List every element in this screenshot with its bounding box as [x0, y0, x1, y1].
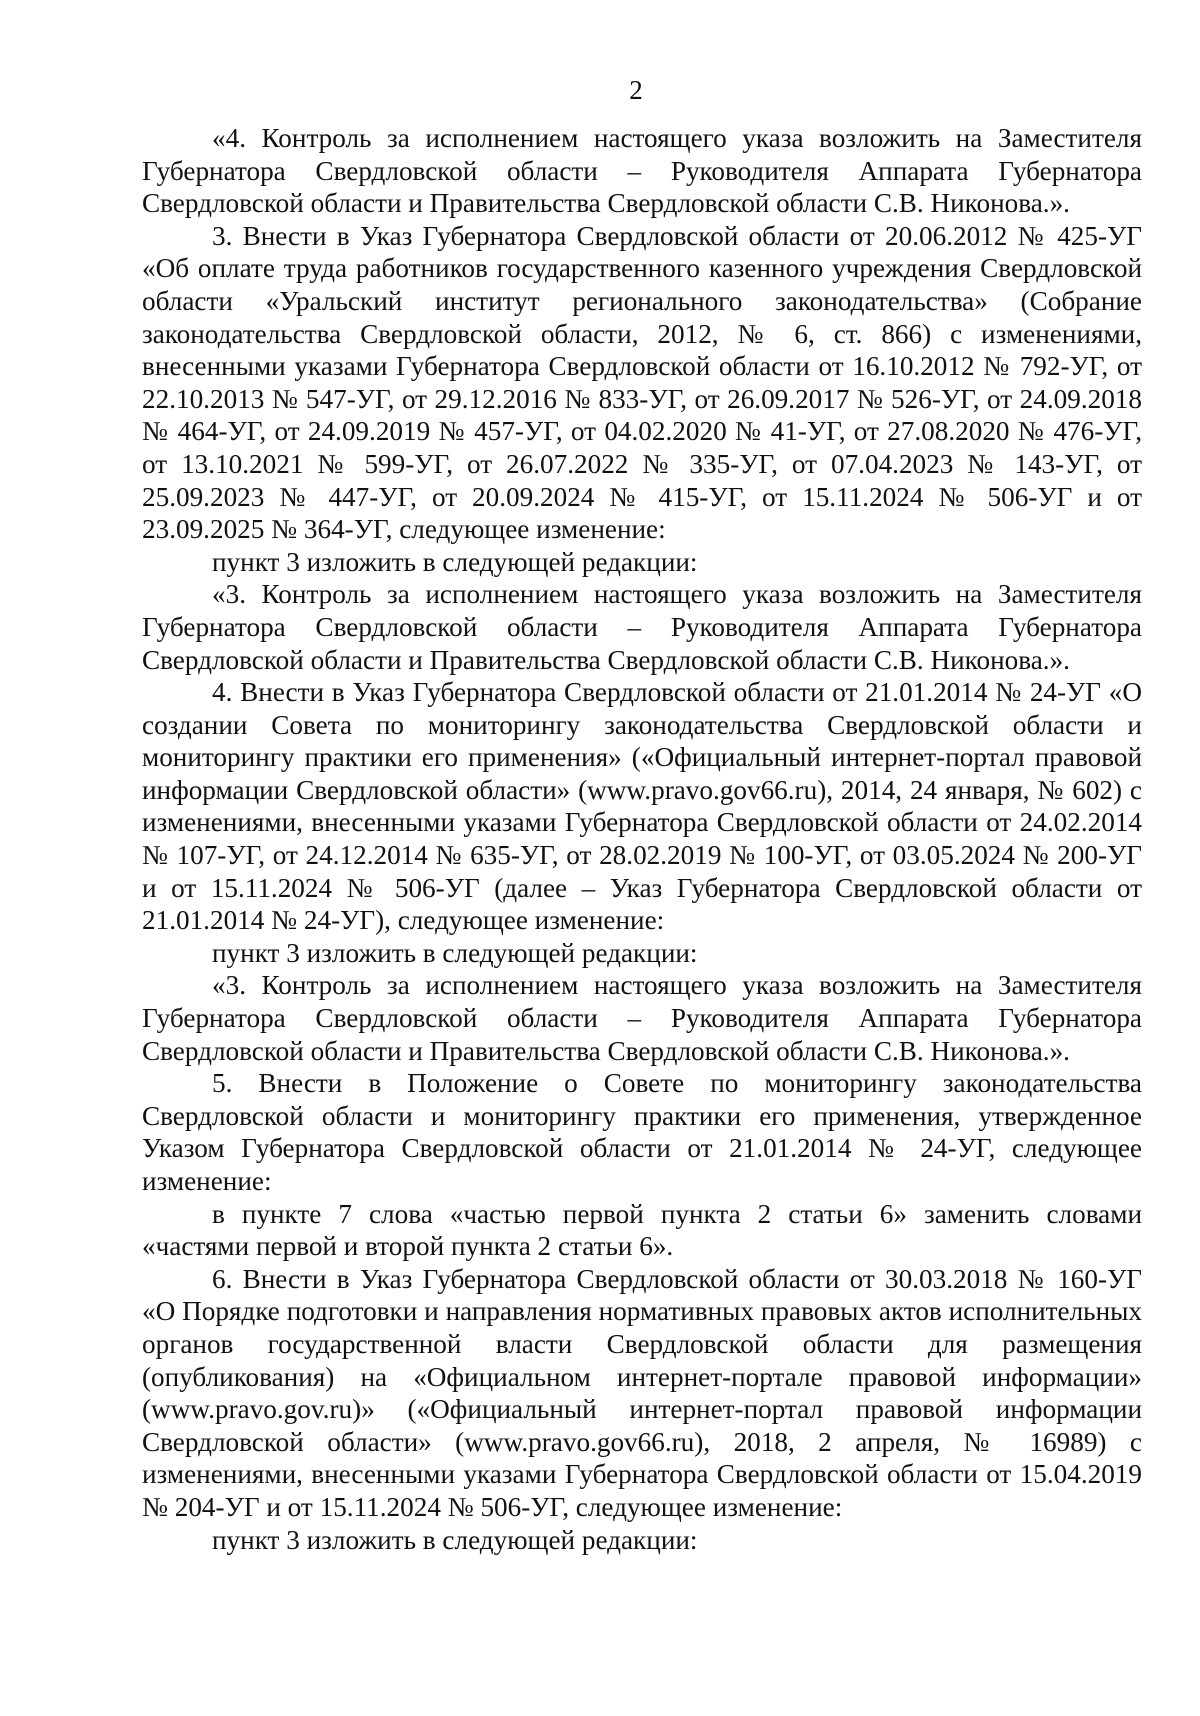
- paragraph-clause-4-control: «4. Контроль за исполнением настоящего указа возложить на Заместителя Губернатора Свердловской области – Руководителя Аппарата Губернатора Свердловской области и Правительства Свердловской области С.В. Никонова.».: [142, 123, 1142, 219]
- paragraph-item-5-amend-regulation: 5. Внести в Положение о Совете по мониторингу законодательства Свердловской области и мониторингу практики его применения, утвержденное Указом Губернатора Свердловской области от 21.01.2014 № 24-УГ, следующее изменение:: [142, 1068, 1142, 1196]
- paragraph-item-3-amend-decree-425: 3. Внести в Указ Губернатора Свердловской области от 20.06.2012 № 425-УГ «Об оплате труда работников государственного казенного учреждения Свердловской области «Уральский институт регионального законодательства» (Собрание законодательства Свердловской области, 2012, № 6, ст. 866) с изменениями, внесенными указами Губернатора Свердловской области от 16.10.2012 № 792-УГ, от 22.10.2013 № 547-УГ, от 29.12.2016 № 833-УГ, от 26.09.2017 № 526-УГ, от 24.09.2018 № 464-УГ, от 24.09.2019 № 457-УГ, от 04.02.2020 № 41-УГ, от 27.08.2020 № 476-УГ, от 13.10.2021 № 599-УГ, от 26.07.2022 № 335-УГ, от 07.04.2023 № 143-УГ, от 25.09.2023 № 447-УГ, от 20.09.2024 № 415-УГ, от 15.11.2024 № 506-УГ и от 23.09.2025 № 364-УГ, следующее изменение:: [142, 220, 1142, 545]
- paragraph-point-3-new-wording: пункт 3 изложить в следующей редакции:: [212, 1524, 698, 1555]
- paragraph-clause-3-control: «3. Контроль за исполнением настоящего указа возложить на Заместителя Губернатора Свердловской области – Руководителя Аппарата Губернатора Свердловской области и Правительства Свердловской области С.В. Никонова.».: [142, 970, 1142, 1066]
- document-body: [142, 122, 1142, 1556]
- paragraph-clause-3-control: «3. Контроль за исполнением настоящего указа возложить на Заместителя Губернатора Свердловской области – Руководителя Аппарата Губернатора Свердловской области и Правительства Свердловской области С.В. Никонова.».: [142, 579, 1142, 675]
- paragraph-item-6-amend-decree-160: 6. Внести в Указ Губернатора Свердловской области от 30.03.2018 № 160-УГ «О Порядке подготовки и направления нормативных правовых актов исполнительных органов государственной власти Свердловской области для размещения (опубликования) на «Официальном интернет-портале правовой информации» (www.pravo.gov.ru)» («Официальный интернет-портал правовой информации Свердловской области» (www.pravo.gov66.ru), 2018, 2 апреля, № 16989) с изменениями, внесенными указами Губернатора Свердловской области от 15.04.2019 № 204-УГ и от 15.11.2024 № 506-УГ, следующее изменение:: [142, 1263, 1142, 1522]
- page-number: 2: [629, 75, 643, 105]
- paragraph-point-7-replace-words: в пункте 7 слова «частью первой пункта 2 статьи 6» заменить словами «частями первой и второй пункта 2 статьи 6».: [142, 1198, 1142, 1262]
- paragraph-point-3-new-wording: пункт 3 изложить в следующей редакции:: [212, 937, 698, 968]
- paragraph-point-3-new-wording: пункт 3 изложить в следующей редакции:: [212, 546, 698, 577]
- paragraph-item-4-amend-decree-24: 4. Внести в Указ Губернатора Свердловской области от 21.01.2014 № 24-УГ «О создании Совета по мониторингу законодательства Свердловской области и мониторингу практики его применения» («Официальный интернет-портал правовой информации Свердловской области» (www.pravo.gov66.ru), 2014, 24 января, № 602) с изменениями, внесенными указами Губернатора Свердловской области от 24.02.2014 № 107-УГ, от 24.12.2014 № 635-УГ, от 28.02.2019 № 100-УГ, от 03.05.2024 № 200-УГ и от 15.11.2024 № 506-УГ (далее – Указ Губернатора Свердловской области от 21.01.2014 № 24-УГ), следующее изменение:: [142, 677, 1142, 936]
